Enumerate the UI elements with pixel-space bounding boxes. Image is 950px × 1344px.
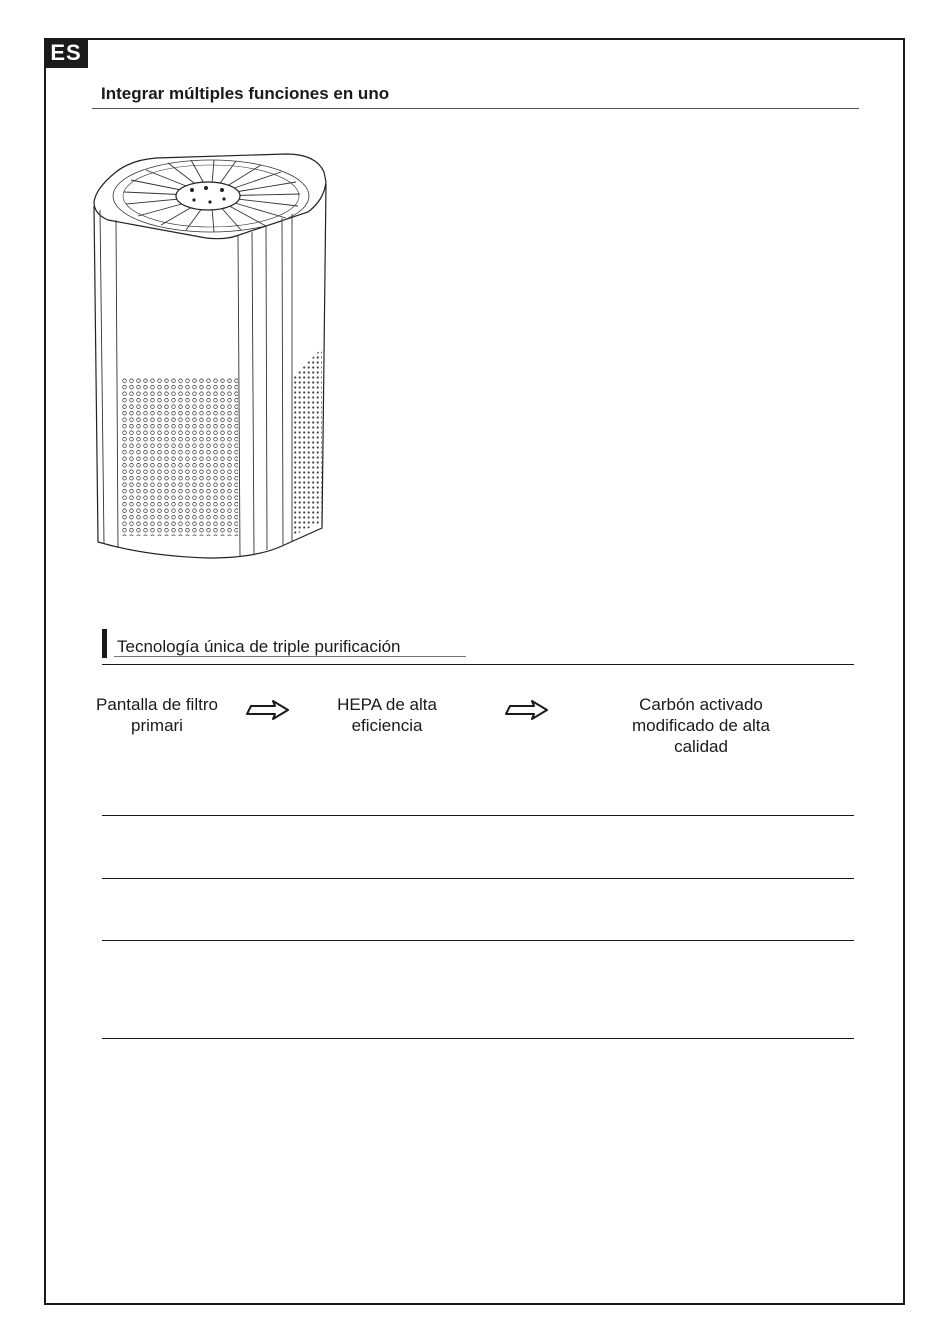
title-divider: [92, 108, 859, 109]
subsection-underline: [114, 656, 466, 657]
air-purifier-illustration: [86, 150, 336, 562]
table-divider: [102, 1038, 854, 1039]
outline-right-arrow-icon: [505, 699, 549, 721]
language-badge: ES: [44, 38, 88, 68]
subsection-marker: [102, 629, 107, 658]
table-divider: [102, 940, 854, 941]
table-divider: [102, 878, 854, 879]
stage-activated-carbon: Carbón activado modificado de alta calidad: [632, 695, 770, 756]
stage-hepa: HEPA de alta eficiencia: [337, 695, 437, 735]
stage-primary-filter: Pantalla de filtro primari: [96, 695, 218, 735]
subsection-title: Tecnología única de triple purificación: [117, 637, 401, 656]
table-divider: [102, 815, 854, 816]
table-divider: [102, 664, 854, 665]
outline-right-arrow-icon: [246, 699, 290, 721]
section-title: Integrar múltiples funciones en uno: [101, 84, 390, 103]
